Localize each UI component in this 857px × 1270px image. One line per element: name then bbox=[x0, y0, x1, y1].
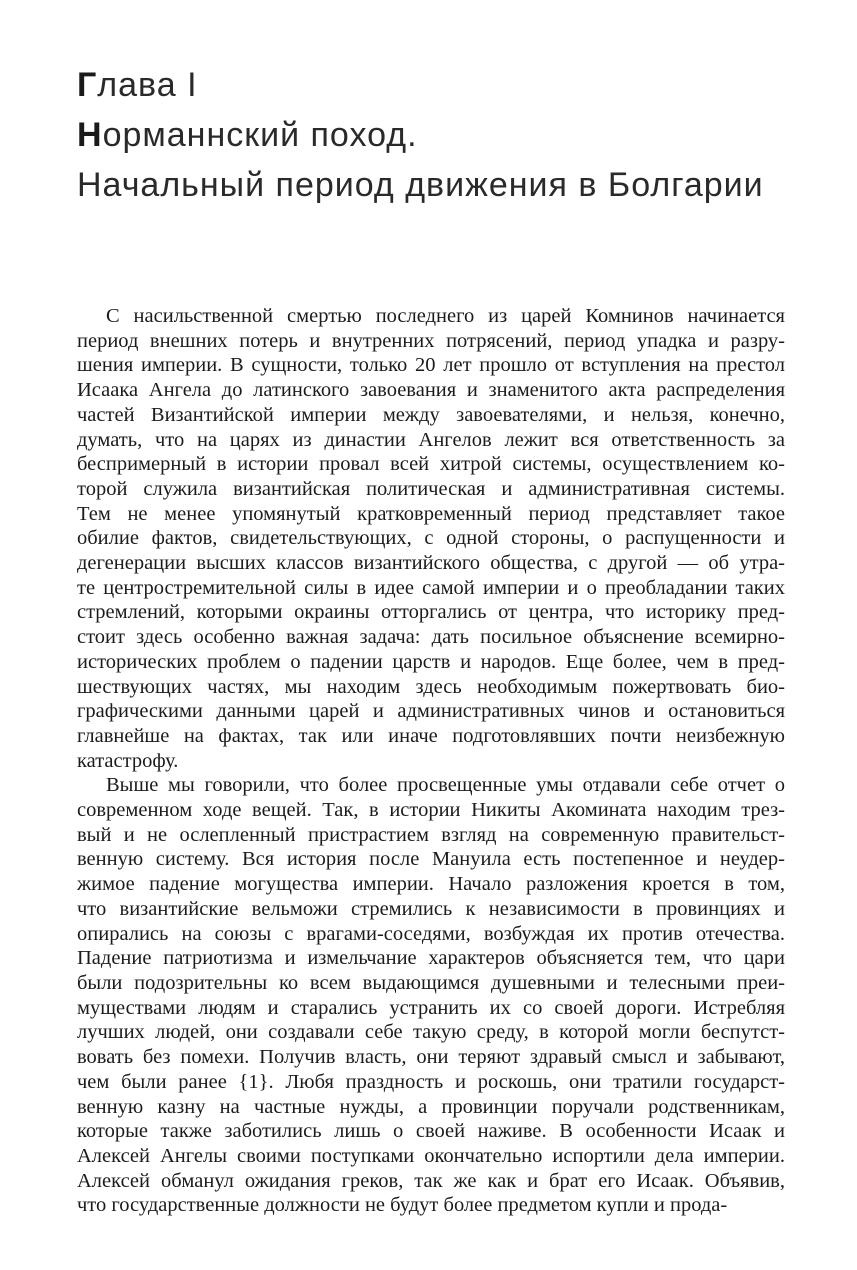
text-line: те центростремительной силы в идее самой империи и о преобладании таких bbox=[77, 576, 785, 599]
text-line: Исаака Ангела до латинского завоевания и знаменитого акта распределения bbox=[77, 379, 785, 402]
text-line: которые также заботились лишь о своей наживе. В особенности Исаак и bbox=[77, 1120, 785, 1143]
chapter-title-line-2: Начальный период движения в Болгарии bbox=[77, 166, 764, 204]
text-line: думать, что на царях из династии Ангелов лежит вся ответственность за bbox=[77, 428, 785, 451]
text-line: были подозрительны ко всем выдающимся душевными и телесными преи- bbox=[77, 971, 785, 994]
text-line: стоит здесь особенно важная задача: дать посильное объяснение всемирно- bbox=[77, 626, 785, 649]
text-line: современном ходе вещей. Так, в истории Никиты Акомината находим трез- bbox=[77, 799, 785, 822]
text-line: Падение патриотизма и измельчание характеров объясняется тем, что цари bbox=[77, 947, 785, 970]
text-line: лучших людей, они создавали себе такую среду, в которой могли беспутст- bbox=[77, 1021, 785, 1044]
text-line: обилие фактов, свидетельствующих, с одной стороны, о распущенности и bbox=[77, 527, 785, 550]
chapter-heading bbox=[77, 60, 785, 210]
chapter-number-initial: Г bbox=[77, 66, 98, 104]
chapter-title-initial: Н bbox=[77, 116, 103, 154]
text-line: вовать без помехи. Получив власть, они теряют здравый смысл и забывают, bbox=[77, 1046, 785, 1069]
text-line: графическими данными царей и административных чинов и остановиться bbox=[77, 700, 785, 723]
text-line: венную систему. Вся история после Мануила есть постепенное и неудер- bbox=[77, 848, 785, 871]
text-line: что византийские вельможи стремились к независимости в провинциях и bbox=[77, 897, 785, 920]
text-line: опирались на союзы с врагами-соседями, возбуждая их против отечества. bbox=[77, 922, 785, 945]
text-line: период внешних потерь и внутренних потрясений, период упадка и разру- bbox=[77, 329, 785, 352]
chapter-title-rest: орманнский поход. bbox=[102, 116, 418, 154]
text-line: С насильственной смертью последнего из царей Комнинов начинается bbox=[106, 305, 785, 327]
chapter-number-rest: лава I bbox=[97, 66, 198, 104]
paragraph bbox=[77, 304, 785, 773]
text-line: вый и не ослепленный пристрастием взгляд на современную правительст- bbox=[77, 823, 785, 846]
text-line: беспримерный в истории провал всей хитрой системы, осуществлением ко- bbox=[77, 453, 785, 476]
text-line: катастрофу. bbox=[77, 749, 179, 772]
text-line: Алексей Ангелы своими поступками окончательно испортили дела империи. bbox=[77, 1144, 785, 1167]
paragraph bbox=[77, 773, 785, 1218]
text-line: Выше мы говорили, что более просвещенные умы отдавали себе отчет о bbox=[106, 774, 785, 797]
text-line: что государственные должности не будут более предметом купли и прода- bbox=[77, 1194, 728, 1217]
text-line: жимое падение могущества империи. Начало разложения кроется в том, bbox=[77, 873, 785, 896]
text-line: муществами людям и старались устранить их со своей дороги. Истребляя bbox=[77, 996, 785, 1019]
text-line: венную казну на частные нужды, а провинции поручали родственникам, bbox=[77, 1095, 785, 1118]
text-line: чем были ранее {1}. Любя праздность и роскошь, они тратили государст- bbox=[77, 1070, 785, 1093]
text-line: Алексей обманул ожидания греков, так же как и брат его Исаак. Объявив, bbox=[77, 1169, 785, 1192]
text-line: шения империи. В сущности, только 20 лет прошло от вступления на престол bbox=[77, 354, 785, 377]
chapter-title-line-1 bbox=[77, 110, 785, 160]
text-line: главнейше на фактах, так или иначе подготовлявших почти неизбежную bbox=[77, 724, 785, 747]
text-line: дегенерации высших классов византийского общества, с другой — об утра- bbox=[77, 552, 785, 575]
text-line: шествующих частях, мы находим здесь необходимым пожертвовать био- bbox=[77, 675, 785, 698]
text-line: Тем не менее упомянутый кратковременный период представляет такое bbox=[77, 502, 785, 525]
text-line: частей Византийской империи между завоевателями, и нельзя, конечно, bbox=[77, 403, 785, 426]
text-line: стремлений, которыми окраины отторгались от центра, что историку пред- bbox=[77, 601, 785, 624]
text-line: торой служила византийская политическая и административная системы. bbox=[77, 477, 785, 500]
text-line: исторических проблем о падении царств и народов. Еще более, чем в пред- bbox=[77, 650, 785, 673]
body-text bbox=[77, 304, 785, 1218]
chapter-number-line bbox=[77, 60, 785, 110]
